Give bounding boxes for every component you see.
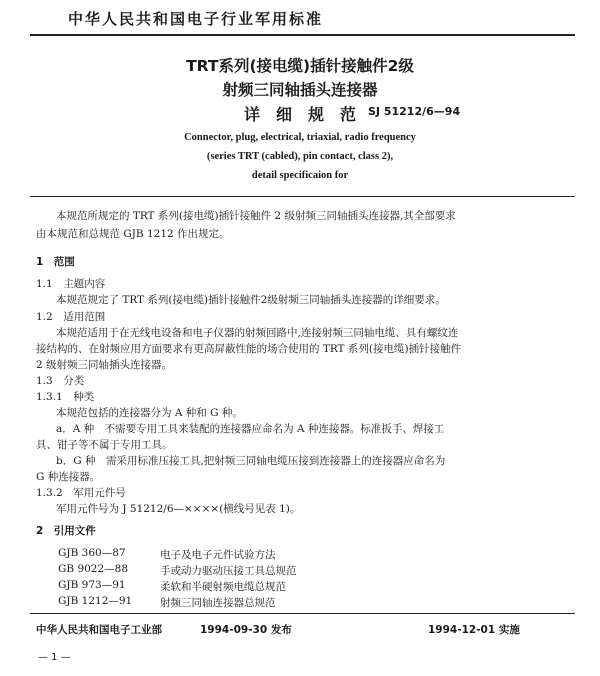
issuer: 中华人民共和国电子工业部 bbox=[36, 624, 162, 636]
reference-code: GJB 973—91 bbox=[58, 579, 126, 591]
section-1-3-1-text: 本规范包括的连接器分为 A 种和 G 种。 bbox=[56, 407, 243, 419]
title-line-2: 射频三同轴插头连接器 bbox=[222, 81, 378, 99]
title-rule bbox=[30, 196, 575, 197]
english-title-line-1: Connector, plug, electrical, triaxial, radio frequency bbox=[184, 132, 416, 143]
standard-org-header: 中华人民共和国电子行业军用标准 bbox=[68, 10, 324, 28]
document-code: SJ 51212/6—94 bbox=[368, 105, 461, 118]
effective-date: 1994-12-01 实施 bbox=[428, 624, 520, 636]
section-1-3-heading: 1.3 分类 bbox=[36, 375, 85, 387]
header-rule bbox=[30, 34, 575, 36]
section-1-3-1-heading: 1.3.1 种类 bbox=[36, 391, 95, 403]
intro-line-1: 本规范所规定的 TRT 系列(接电缆)插针接触件 2 级射频三同轴插头连接器,其全部要求 bbox=[56, 210, 456, 222]
page-number: — 1 — bbox=[38, 652, 71, 663]
section-1-2-text-2: 接结构的、在射频应用方面要求有更高屏蔽性能的场合使用的 TRT 系列(接电缆)插针接触件 bbox=[36, 343, 462, 355]
reference-code: GJB 1212—91 bbox=[58, 595, 133, 607]
reference-code: GB 9022—88 bbox=[58, 563, 129, 575]
intro-line-2: 由本规范和总规范 GJB 1212 作出规定。 bbox=[36, 228, 230, 240]
section-1-3-2-text: 军用元件号为 J 51212/6—××××(横线号见表 1)。 bbox=[56, 503, 301, 515]
item-b-line-1: b．G 种 需采用标准压接工具,把射频三同轴电缆压接到连接器上的连接器应命名为 bbox=[56, 455, 446, 467]
section-1-1-heading: 1.1 主题内容 bbox=[36, 278, 106, 290]
english-title-line-2: (series TRT (cabled), pin contact, class 2), bbox=[206, 151, 394, 162]
item-a-line-2: 具、钳子等不属于专用工具。 bbox=[36, 439, 173, 451]
english-title-line-3: detail specificaion for bbox=[251, 170, 349, 181]
section-1-3-2-heading: 1.3.2 军用元件号 bbox=[36, 487, 126, 499]
title-line-3: 详 细 规 范 bbox=[243, 105, 356, 124]
section-1-heading: 1 范围 bbox=[36, 256, 75, 268]
section-1-2-text-3: 2 级射频三同轴插头连接器。 bbox=[36, 359, 173, 371]
section-2-heading: 2 引用文件 bbox=[36, 525, 96, 537]
reference-title: 射频三同轴连接器总规范 bbox=[160, 597, 276, 609]
section-1-1-text: 本规范规定了 TRT 系列(接电缆)插针接触件2级射频三同轴插头连接器的详细要求。 bbox=[56, 294, 446, 306]
title-line-1: TRT系列(接电缆)插针接触件2级 bbox=[186, 57, 414, 75]
reference-code: GJB 360—87 bbox=[58, 547, 126, 559]
reference-title: 手或动力驱动压接工具总规范 bbox=[160, 565, 297, 577]
footer-rule bbox=[30, 613, 575, 614]
item-a-line-1: a．A 种 不需要专用工具来装配的连接器应命名为 A 种连接器。标准扳手、焊接工 bbox=[56, 423, 445, 435]
item-b-line-2: G 种连接器。 bbox=[36, 471, 101, 483]
reference-title: 柔软和半硬射频电缆总规范 bbox=[160, 581, 286, 593]
issue-date: 1994-09-30 发布 bbox=[200, 624, 292, 636]
section-1-2-heading: 1.2 适用范围 bbox=[36, 311, 106, 323]
section-1-2-text-1: 本规范适用于在无线电设备和电子仪器的射频回路中,连接射频三同轴电缆、具有螺纹连 bbox=[56, 327, 459, 339]
reference-title: 电子及电子元件试验方法 bbox=[160, 549, 276, 561]
